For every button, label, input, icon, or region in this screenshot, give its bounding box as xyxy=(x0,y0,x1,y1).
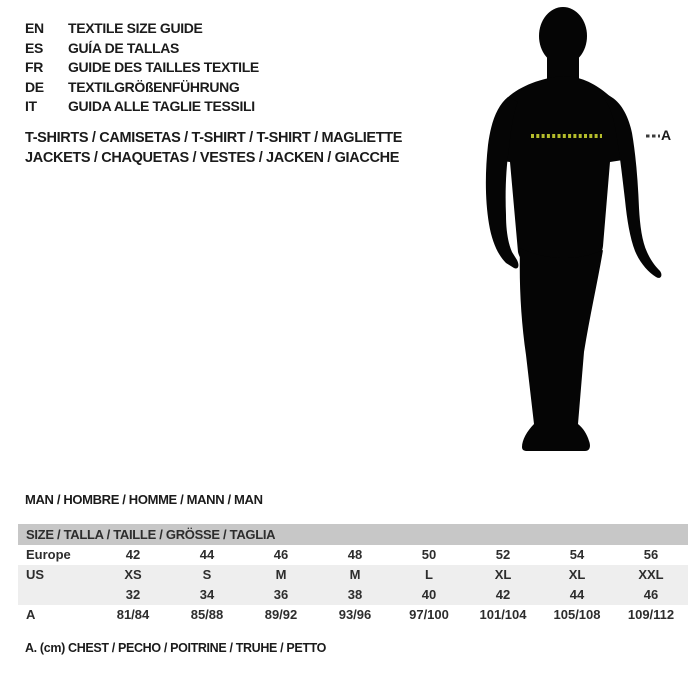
table-cell: 93/96 xyxy=(338,607,372,622)
table-cell: XS xyxy=(124,567,142,582)
section-title: MAN / HOMBRE / HOMME / MANN / MAN xyxy=(25,492,263,507)
table-cell: 89/92 xyxy=(264,607,298,622)
table-cell: 46 xyxy=(643,587,659,602)
table-cell: 52 xyxy=(495,547,511,562)
table-cell: 40 xyxy=(421,587,437,602)
language-row xyxy=(25,78,259,98)
size-table-header: SIZE / TALLA / TAILLE / GRÖSSE / TAGLIA xyxy=(18,524,688,545)
table-cell: 50 xyxy=(421,547,437,562)
measure-label-a: A xyxy=(661,127,672,143)
language-label: GUIDA ALLE TAGLIE TESSILI xyxy=(68,98,255,114)
table-cell: 54 xyxy=(569,547,585,562)
language-label: GUÍA DE TALLAS xyxy=(68,39,179,56)
table-cell: 38 xyxy=(347,587,363,602)
table-cell: 81/84 xyxy=(116,607,150,622)
table-cell: 42 xyxy=(495,587,511,602)
table-cell: 85/88 xyxy=(190,607,224,622)
man-silhouette-svg xyxy=(450,0,700,460)
product-line: JACKETS / CHAQUETAS / VESTES / JACKEN / GIACCHE xyxy=(25,149,400,166)
table-row xyxy=(18,545,688,565)
table-cell: M xyxy=(349,567,361,582)
language-row xyxy=(25,19,259,39)
table-cell: 44 xyxy=(569,587,585,602)
language-code: DE xyxy=(25,78,44,95)
table-row-label: A xyxy=(26,607,36,622)
table-cell: 97/100 xyxy=(409,607,449,622)
table-cell: XXL xyxy=(638,567,664,582)
table-row-label: US xyxy=(26,567,45,582)
table-cell: 34 xyxy=(199,587,215,602)
language-row xyxy=(25,97,259,117)
table-cell: 109/112 xyxy=(627,607,675,622)
table-row xyxy=(18,565,688,585)
language-list xyxy=(25,19,259,117)
language-code: IT xyxy=(25,98,37,114)
table-row-label: Europe xyxy=(26,547,71,562)
table-cell: L xyxy=(425,567,433,582)
table-cell: 32 xyxy=(125,587,141,602)
language-label: GUIDE DES TAILLES TEXTILE xyxy=(68,59,259,75)
table-cell: 42 xyxy=(125,547,141,562)
table-cell: XL xyxy=(494,567,512,582)
man-silhouette xyxy=(486,7,662,451)
table-cell: 36 xyxy=(273,587,289,602)
language-code: FR xyxy=(25,59,43,75)
table-cell: 105/108 xyxy=(553,607,601,622)
size-table-body xyxy=(18,545,688,625)
language-row xyxy=(25,39,259,59)
language-row xyxy=(25,58,259,78)
product-categories xyxy=(25,129,402,168)
table-cell: 48 xyxy=(347,547,363,562)
size-table xyxy=(18,524,688,625)
language-code: ES xyxy=(25,39,43,56)
language-label: TEXTILE SIZE GUIDE xyxy=(68,20,203,36)
product-line: T-SHIRTS / CAMISETAS / T-SHIRT / T-SHIRT / MAGLIETTE xyxy=(25,130,403,146)
table-row xyxy=(18,605,688,625)
language-code: EN xyxy=(25,20,44,36)
table-cell: 46 xyxy=(273,547,289,562)
table-cell: XL xyxy=(568,567,586,582)
table-row-label xyxy=(18,585,96,605)
man-silhouette-figure xyxy=(450,0,700,460)
table-cell: M xyxy=(275,567,287,582)
footnote: A. (cm) CHEST / PECHO / POITRINE / TRUHE / PETTO xyxy=(25,641,327,655)
table-cell: 101/104 xyxy=(479,607,527,622)
table-cell: S xyxy=(202,567,212,582)
table-cell: 56 xyxy=(643,547,659,562)
table-row xyxy=(18,585,688,605)
table-cell: 44 xyxy=(199,547,215,562)
language-label: TEXTILGRÖßENFÜHRUNG xyxy=(68,78,240,95)
